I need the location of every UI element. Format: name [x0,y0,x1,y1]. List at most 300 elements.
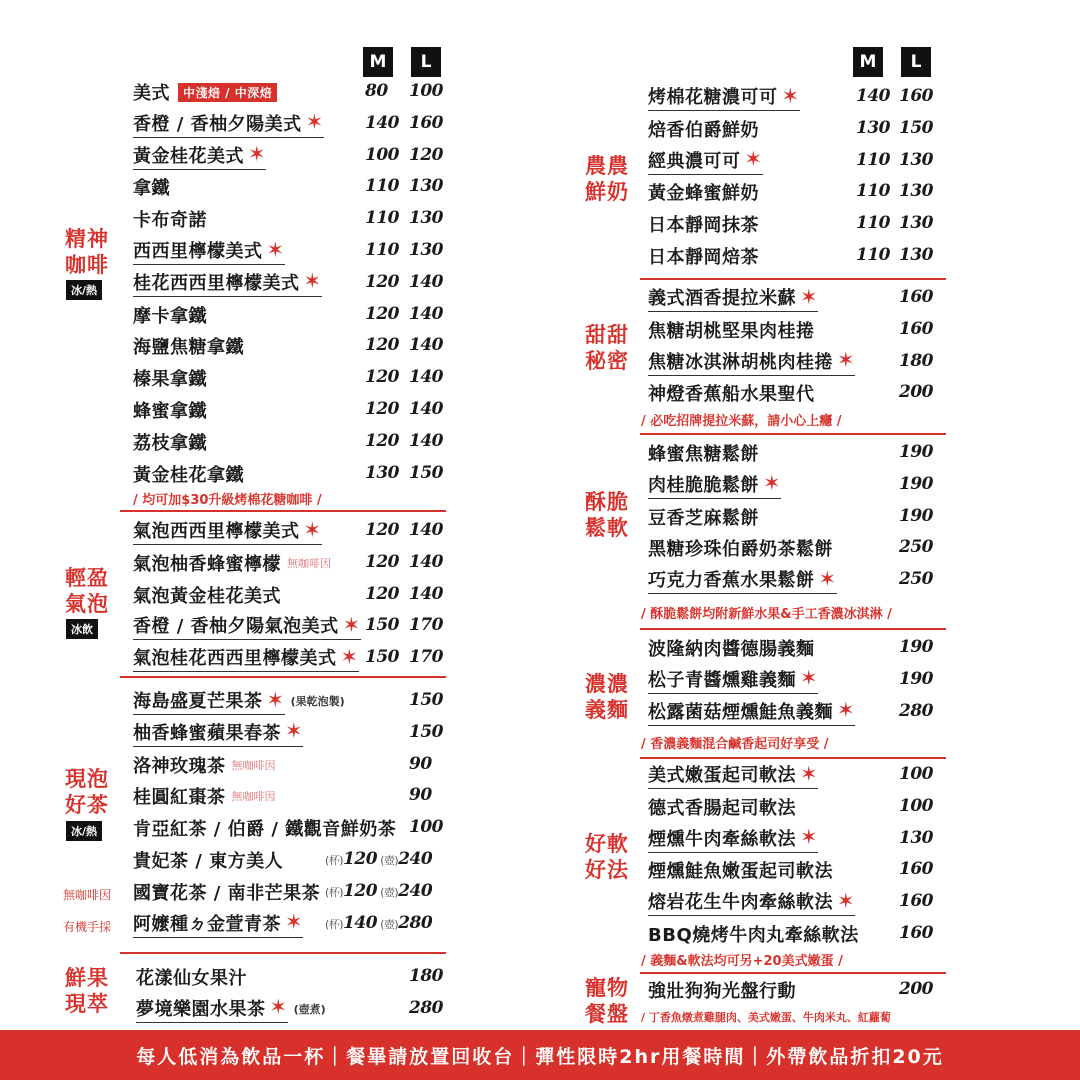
menu-item [648,283,818,313]
menu-item [133,363,207,393]
item-name [648,471,781,499]
price-l: 280 [409,997,443,1018]
item-name [133,550,281,576]
recommended-star-icon: ✶ [266,237,285,262]
item-name-text: 肉桂脆脆鬆餅 [648,474,759,496]
section-divider-sandwich [640,972,946,974]
price-m: 140 [856,86,890,106]
price-m: 110 [365,176,399,197]
recommended-star-icon: ✶ [340,644,359,669]
item-name-text: 日本靜岡抹茶 [648,215,759,237]
recommended-star-icon: ✶ [763,471,782,496]
menu-item [648,633,815,663]
item-name [133,142,266,170]
item-name [133,910,303,938]
menu-item [133,750,276,780]
item-name [133,429,207,455]
item-name-text: 氣泡柚香蜂蜜檸檬 [133,553,281,575]
menu-item [648,975,796,1005]
category-title-line: 義麵 [585,698,629,722]
pot-label: (壺) [377,885,399,899]
item-name-text: 經典濃可可 [648,150,741,172]
item-name [133,333,244,359]
item-name-text: 德式香腸起司軟法 [648,797,796,819]
item-name [648,666,818,694]
price-l: 190 [899,473,933,494]
item-name-text: 美式嫩蛋起司軟法 [648,765,796,786]
item-name [648,243,759,269]
item-subnote-decaf: 無咖啡因 [231,758,276,772]
menu-item [133,77,277,107]
menu-item [648,824,818,854]
recommended-star-icon: ✶ [266,687,285,712]
item-name-text: 海島盛夏芒果茶 [133,691,263,712]
pot-label: (壺) [377,854,399,867]
recommended-star-icon: ✶ [800,284,819,309]
item-name [133,269,322,297]
item-name [648,211,759,237]
price-l: 280 [899,700,933,721]
item-name [648,761,818,789]
price-l: 100 [899,764,933,784]
item-name [648,179,759,205]
category-title-line: 濃濃 [585,672,629,696]
item-name [133,644,359,672]
price-l: 130 [899,213,933,234]
menu-item [133,643,359,673]
category-title-line: 現泡 [65,767,109,791]
category-title-pasta [582,671,632,723]
item-name [648,83,800,111]
item-name [648,147,763,175]
item-name-text: 豆香芝麻鬆餅 [648,507,759,529]
price-l: 140 [409,399,443,419]
category-title-line: 寵物 [585,976,629,1000]
size-badge-l: L [411,47,441,77]
category-title-line: 酥脆 [585,490,629,514]
price-m: 120 [365,551,399,572]
item-name [133,461,244,487]
item-name-text: 桂圓紅棗茶 [133,787,226,809]
item-name [133,110,324,138]
temp-tag-sparkling: 冰飲 [66,619,98,639]
menu-item [648,438,759,468]
recommended-star-icon: ✶ [285,719,304,744]
item-name [648,284,818,312]
menu-item [133,516,322,546]
item-name-text: BBQ燒烤牛肉丸牽絲軟法 [648,925,859,946]
section-note-pasta: / 香濃義麵混合鹹香起司好享受 / [641,737,829,752]
price-l: 180 [899,350,933,371]
category-title-line: 氣泡 [65,592,109,616]
item-name-text: 強壯狗狗光盤行動 [648,981,796,1002]
category-title-line: 秘密 [585,349,629,373]
menu-item [133,331,244,361]
menu-item [133,686,345,716]
cup-label: (杯) [325,917,344,931]
item-name [133,719,303,747]
item-name [133,687,285,715]
category-title-line: 鮮奶 [585,180,629,204]
item-name-text: 巧克力香蕉水果鬆餅 [648,570,815,592]
cup-price: 120 [343,880,378,901]
price-m: 110 [856,245,890,265]
price-l: 130 [409,240,443,260]
price-m: 100 [365,144,399,165]
menu-item [133,172,170,202]
price-l: 180 [409,966,443,986]
menu-item [133,909,303,939]
item-name [133,815,396,841]
item-name [133,879,320,905]
item-name [133,752,226,778]
menu-item [133,877,320,907]
price-m: 120 [365,399,399,419]
item-name [133,79,277,105]
menu-item [648,565,837,595]
price-l: 150 [409,721,443,742]
item-name [648,440,759,466]
price-l: 190 [899,668,933,689]
menu-item [136,962,247,992]
recommended-star-icon: ✶ [342,612,361,637]
price-l: 120 [409,144,443,165]
price-l: 90 [409,785,432,806]
category-title-juice [62,965,112,1017]
price-l: 160 [899,318,933,339]
menu-item [133,300,207,330]
category-title-line: 農農 [585,154,629,178]
price-l: 170 [409,615,443,636]
item-name-text: 蜂蜜拿鐵 [133,401,207,422]
item-name [648,857,833,883]
price-l: 190 [899,442,933,462]
item-name-text: 貴妃茶 / 東方美人 [133,851,284,872]
menu-item [648,665,818,695]
side-note-organic: 有機手採 [63,920,112,934]
category-title-line: 好軟 [585,832,629,856]
category-title-sparkling [62,565,112,617]
item-name [133,302,207,328]
section-divider-coffee [120,510,446,512]
size-badge-m: M [363,47,393,77]
recommended-star-icon: ✶ [800,761,819,786]
price-l: 150 [899,117,933,138]
menu-item [648,82,800,112]
item-name [648,380,815,406]
menu-item [133,845,283,875]
item-name-text: 桂花西西里檸檬美式 [133,272,300,294]
pot-price: 240 [398,880,433,901]
price-l: 160 [899,86,933,106]
menu-item [133,548,331,578]
price-m: 80 [365,81,388,101]
price-m: 120 [365,303,399,324]
item-name [648,794,796,820]
menu-item [648,760,818,790]
menu-item [648,792,796,822]
price-l: 100 [899,795,933,816]
price-l: 130 [409,176,443,197]
category-title-line: 咖啡 [65,253,109,277]
category-title-tea [62,766,112,818]
item-name [136,995,288,1023]
price-m: 110 [856,213,890,234]
price-l: 130 [899,245,933,265]
menu-item [648,502,759,532]
price-m: 120 [365,271,399,292]
item-name-text: 焦糖胡桃堅果肉桂捲 [648,320,815,342]
recommended-star-icon: ✶ [800,666,819,691]
item-subnote: (壺煮) [293,1002,326,1016]
item-name [133,365,207,391]
price-l: 200 [899,382,933,403]
recommended-star-icon: ✶ [269,995,288,1020]
menu-item [133,268,322,298]
price-l: 130 [899,827,933,848]
item-name-text: 煙燻牛肉牽絲軟法 [648,828,796,850]
item-name [648,698,855,726]
item-name [648,888,855,916]
section-divider-sparkling [120,676,446,678]
category-title-line: 好茶 [65,793,109,817]
item-name-text: 煙燻鮭魚嫩蛋起司軟法 [648,861,833,883]
menu-item [648,378,815,408]
section-divider-tea [120,952,446,954]
price-l: 140 [409,271,443,292]
item-name-text: 西西里檸檬美式 [133,241,263,262]
recommended-star-icon: ✶ [248,142,267,167]
category-title-line: 精神 [65,227,109,251]
price-m: 130 [856,117,890,138]
item-price-cup-pot [325,913,432,933]
item-name [648,977,796,1003]
item-name-text: 阿嬤種ㄉ金萱青茶 [133,913,281,935]
menu-item [133,459,244,489]
footer-banner: 每人低消為飲品一杯｜餐畢請放置回收台｜彈性限時2hr用餐時間｜外帶飲品折扣20元 [0,1030,1080,1080]
menu-item [648,241,759,271]
roast-options-label: 中淺焙 / 中深焙 [178,83,277,102]
item-name [648,635,815,661]
temp-tag-tea: 冰/熱 [66,821,102,841]
item-name-text: 焦糖冰淇淋胡桃肉桂捲 [648,351,833,373]
item-name-text: 氣泡西西里檸檬美式 [133,521,300,542]
category-title-sandwich [582,831,632,883]
size-badge-m: M [853,47,883,77]
price-m: 150 [365,615,399,636]
price-l: 130 [899,149,933,170]
item-name-text: 神燈香蕉船水果聖代 [648,384,815,406]
category-title-line: 鬆軟 [585,516,629,540]
price-m: 110 [856,181,890,202]
item-name [133,174,170,200]
section-note-coffee: / 均可加$30升級烤棉花糖咖啡 / [133,493,322,508]
recommended-star-icon: ✶ [837,348,856,373]
menu-item [648,855,833,885]
price-l: 140 [409,520,443,540]
item-name-text: 黃金桂花拿鐵 [133,464,244,486]
item-name-text: 香橙 / 香柚夕陽美式 [133,113,302,135]
item-name-text: 美式 [133,83,170,104]
recommended-star-icon: ✶ [837,698,856,723]
item-name-text: 香橙 / 香柚夕陽氣泡美式 [133,616,339,638]
price-m: 120 [365,520,399,540]
cup-label: (杯) [325,885,344,899]
menu-item [133,718,303,748]
menu-item [648,347,855,377]
item-subnote-decaf: 無咖啡因 [287,556,331,570]
menu-item [648,315,815,345]
item-name-text: 黃金桂花美式 [133,145,244,167]
recommended-star-icon: ✶ [744,147,763,172]
item-name-text: 海鹽焦糖拿鐵 [133,337,244,359]
recommended-star-icon: ✶ [818,566,837,591]
category-title-line: 現萃 [65,992,109,1016]
price-l: 190 [899,505,933,526]
menu-item [133,813,396,843]
item-name [133,237,285,265]
recommended-star-icon: ✶ [303,269,322,294]
price-l: 90 [409,753,432,774]
cup-label: (杯) [325,854,344,867]
menu-item [133,427,207,457]
item-name [648,504,759,530]
category-title-waffle [582,489,632,541]
price-m: 150 [365,647,399,668]
price-m: 110 [856,149,890,170]
item-name-text: 拿鐵 [133,178,170,200]
menu-item [648,177,759,207]
price-m: 140 [365,112,399,133]
menu-item [648,919,859,949]
item-name-text: 肯亞紅茶 / 伯爵 / 鐵觀音鮮奶茶 [133,819,397,841]
pot-label: (壺) [377,917,399,931]
price-m: 130 [365,462,399,483]
cup-price: 140 [343,912,378,933]
price-l: 160 [899,923,933,943]
menu-item [648,209,759,239]
side-note-decaf: 無咖啡因 [63,888,112,902]
menu-item [648,470,781,500]
category-title-pet [582,975,632,1027]
menu-item [133,109,324,139]
price-l: 100 [409,81,443,101]
category-title-line: 輕盈 [65,566,109,590]
item-name-text: 氣泡黃金桂花美式 [133,585,281,607]
price-l: 170 [409,647,443,668]
item-name [133,397,207,423]
cup-price: 120 [343,849,378,869]
recommended-star-icon: ✶ [800,825,819,850]
menu-item [136,994,326,1024]
item-name-text: 摩卡拿鐵 [133,305,207,327]
recommended-star-icon: ✶ [303,517,322,542]
price-l: 160 [899,891,933,912]
item-name-text: 洛神玫瑰茶 [133,755,226,777]
item-price-cup-pot [325,881,432,901]
section-divider-milk [640,278,946,280]
item-price-cup-pot [325,849,432,869]
pot-price: 280 [398,912,433,933]
price-l: 160 [899,287,933,307]
item-name-text: 松露菌菇煙燻鮭魚義麵 [648,701,833,723]
recommended-star-icon: ✶ [781,83,800,108]
menu-item [133,781,276,811]
menu-item [133,580,281,610]
menu-item [133,236,285,266]
price-m: 110 [365,240,399,260]
price-l: 130 [409,208,443,229]
section-divider-pasta [640,757,946,759]
item-name [133,582,281,608]
item-name-text: 柚香蜂蜜蘋果春茶 [133,722,281,744]
category-title-line: 餐盤 [585,1002,629,1026]
price-l: 140 [409,335,443,356]
price-m: 120 [365,583,399,604]
price-m: 120 [365,335,399,356]
price-l: 140 [409,303,443,324]
item-name-text: 蜂蜜焦糖鬆餅 [648,444,759,465]
menu-item [133,204,207,234]
item-name [648,348,855,376]
category-title-dessert [582,322,632,374]
item-name [648,116,759,142]
price-l: 100 [409,817,443,838]
price-l: 250 [899,569,933,590]
section-note-dessert: / 必吃招牌提拉米蘇，請小心上癮 / [641,414,842,429]
item-name-text: 日本靜岡焙茶 [648,247,759,268]
item-name-text: 花漾仙女果汁 [136,968,247,989]
item-name [648,825,818,853]
category-title-line: 好法 [585,858,629,882]
item-name-text: 荔枝拿鐵 [133,432,207,454]
recommended-star-icon: ✶ [305,110,324,135]
item-name-text: 黃金蜂蜜鮮奶 [648,183,759,205]
category-title-line: 甜甜 [585,323,629,347]
price-l: 140 [409,367,443,388]
price-l: 140 [409,430,443,451]
price-l: 130 [899,181,933,202]
section-divider-waffle [640,628,946,630]
menu-item [648,533,833,563]
menu-item [648,114,759,144]
menu-item [133,611,361,641]
category-title-line: 鮮果 [65,966,109,990]
price-m: 120 [365,367,399,388]
price-m: 120 [365,430,399,451]
price-l: 160 [899,859,933,880]
menu-item [133,141,266,171]
item-name [133,206,207,232]
section-divider-dessert [640,433,946,435]
item-name-text: 熔岩花生牛肉牽絲軟法 [648,892,833,914]
item-name [133,847,283,873]
price-l: 150 [409,690,443,710]
price-l: 200 [899,979,933,999]
recommended-star-icon: ✶ [837,888,856,913]
menu-item [648,887,855,917]
item-name [133,612,361,640]
pot-price: 240 [398,849,433,869]
item-name-text: 國寶花茶 / 南非芒果茶 [133,882,321,904]
item-name [648,566,837,594]
menu-item [133,395,207,425]
item-subnote: (果乾泡製) [290,695,345,708]
item-name [648,535,833,561]
price-l: 140 [409,551,443,572]
menu-item [648,146,763,176]
item-name-text: 義式酒香提拉米蘇 [648,288,796,309]
